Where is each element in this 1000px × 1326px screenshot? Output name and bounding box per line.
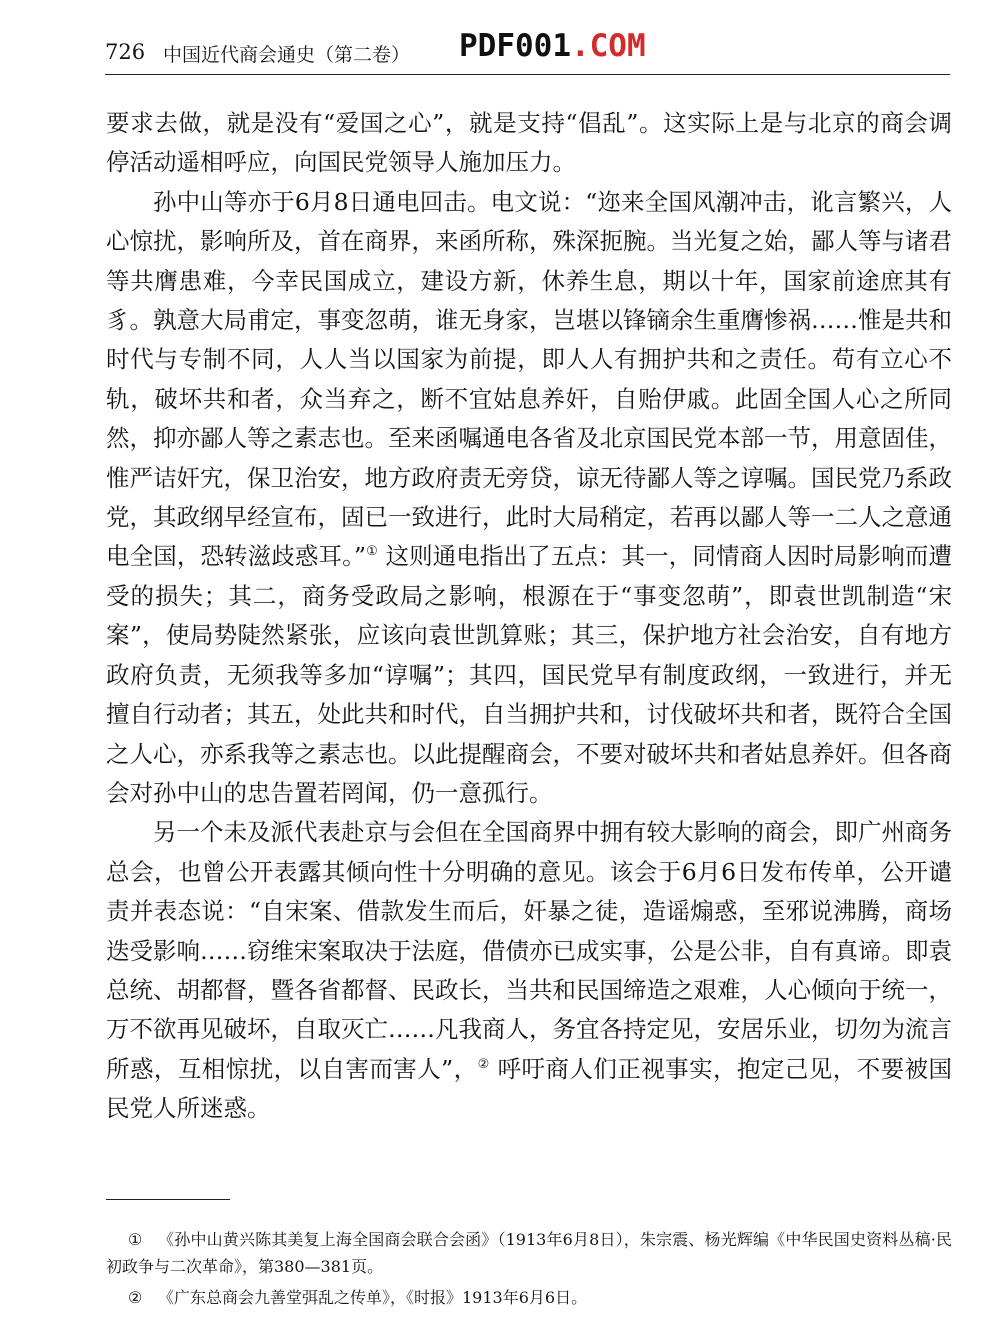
footnote-ref[interactable]: ①: [365, 544, 378, 560]
footnotes: [106, 1226, 952, 1315]
footnote-item: [106, 1284, 952, 1311]
page-number: 726: [105, 40, 146, 64]
watermark-logo: [459, 28, 646, 64]
footnote-item: [106, 1226, 952, 1280]
text-segment: 要求去做，就是没有“爱国之心”，就是支持“倡乱”。这实际上是与北京的商会调停活动遥相呼应，向国民党领导人施加压力。: [106, 109, 952, 177]
header-divider: [105, 74, 950, 75]
footnote-ref[interactable]: ②: [477, 1056, 490, 1072]
text-segment: 孙中山等亦于6月8日通电回击。电文说：“迩来全国风潮冲击，讹言繁兴，人心惊扰，影响所及，首在商界，来函所称，殊深扼腕。当光复之始，鄙人等与诸君等共膺患难，今幸民国成立，建设方新，休养生息，期以十年，国家前途庶其有豸。孰意大局甫定，事变忽萌，谁无身家，岂堪以锋镝余生重膺惨祸……惟是共和时代与专制不同，人人当以国家为前提，即人人有拥护共和之责任。苟有立心不轨，破坏共和者，众当弃之，断不宜姑息养奸，自贻伊戚。此固全国人心之所同然，抑亦鄙人等之素志也。至来函嘱通电各省及北京国民党本部一节，用意固佳，惟严诘奸宄，保卫治安，地方政府责无旁贷，谅无待鄙人等之谆嘱。国民党乃系政党，其政纲早经宣布，固已一致进行，此时大局稍定，若再以鄙人等一二人之意通电全国，恐转滋歧惑耳。”: [106, 187, 952, 571]
footnote-mark: ②: [128, 1288, 143, 1307]
watermark-text-part1: PDF001: [459, 28, 571, 64]
paragraph: [106, 813, 952, 1128]
body-text: [106, 104, 952, 1129]
book-title: 中国近代商会通史（第二卷）: [163, 44, 411, 66]
paragraph: [106, 104, 952, 183]
text-segment: 这则通电指出了五点：其一，同情商人因时局影响而遭受的损失；其二，商务受政局之影响，根源在于“事变忽萌”，即袁世凯制造“宋案”，使局势陡然紧张，应该向袁世凯算账；其三，保护地方社会治安，自有地方政府负责，无须我等多加“谆嘱”；其四，国民党早有制度政纲，一致进行，并无擅自行动者；其五，处此共和时代，自当拥护共和，讨伐破坏共和者，既符合全国之人心，亦系我等之素志也。以此提醒商会，不要对破坏共和者姑息养奸。但各商会对孙中山的忠告置若罔闻，仍一意孤行。: [106, 542, 952, 807]
text-segment: 呼吁商人们正视事实，抱定己见，不要被国民党人所迷惑。: [106, 1054, 953, 1123]
footnote-divider: [106, 1199, 230, 1200]
page-header: [105, 28, 950, 74]
footnote-mark: ①: [128, 1230, 143, 1249]
text-segment: 另一个未及派代表赴京与会但在全国商界中拥有较大影响的商会，即广州商务总会，也曾公开表露其倾向性十分明确的意见。该会于6月6日发布传单，公开谴责并表态说：“自宋案、借款发生而后，奸暴之徒，造谣煽惑，至邪说沸腾，商场迭受影响……窃维宋案取决于法庭，借债亦已成实事，公是公非，自有真谛。即袁总统、胡都督，暨各省都督、民政长，当共和民国缔造之艰难，人心倾向于统一，万不欲再见破坏，自取灭亡……凡我商人，务宜各持定见，安居乐业，切勿为流言所惑，互相惊扰，以自害而害人”，: [106, 818, 952, 1083]
paragraph: [106, 183, 952, 814]
footnote-text: 《广东总商会九善堂弭乱之传单》，《时报》1913年6月6日。: [158, 1288, 588, 1307]
watermark-text-part2: .COM: [570, 28, 646, 64]
footnote-text: 《孙中山黄兴陈其美复上海全国商会联合会函》（1913年6月8日），朱宗震、杨光辉编《中华民国史资料丛稿·民初政争与二次革命》，第380—381页。: [106, 1230, 952, 1276]
